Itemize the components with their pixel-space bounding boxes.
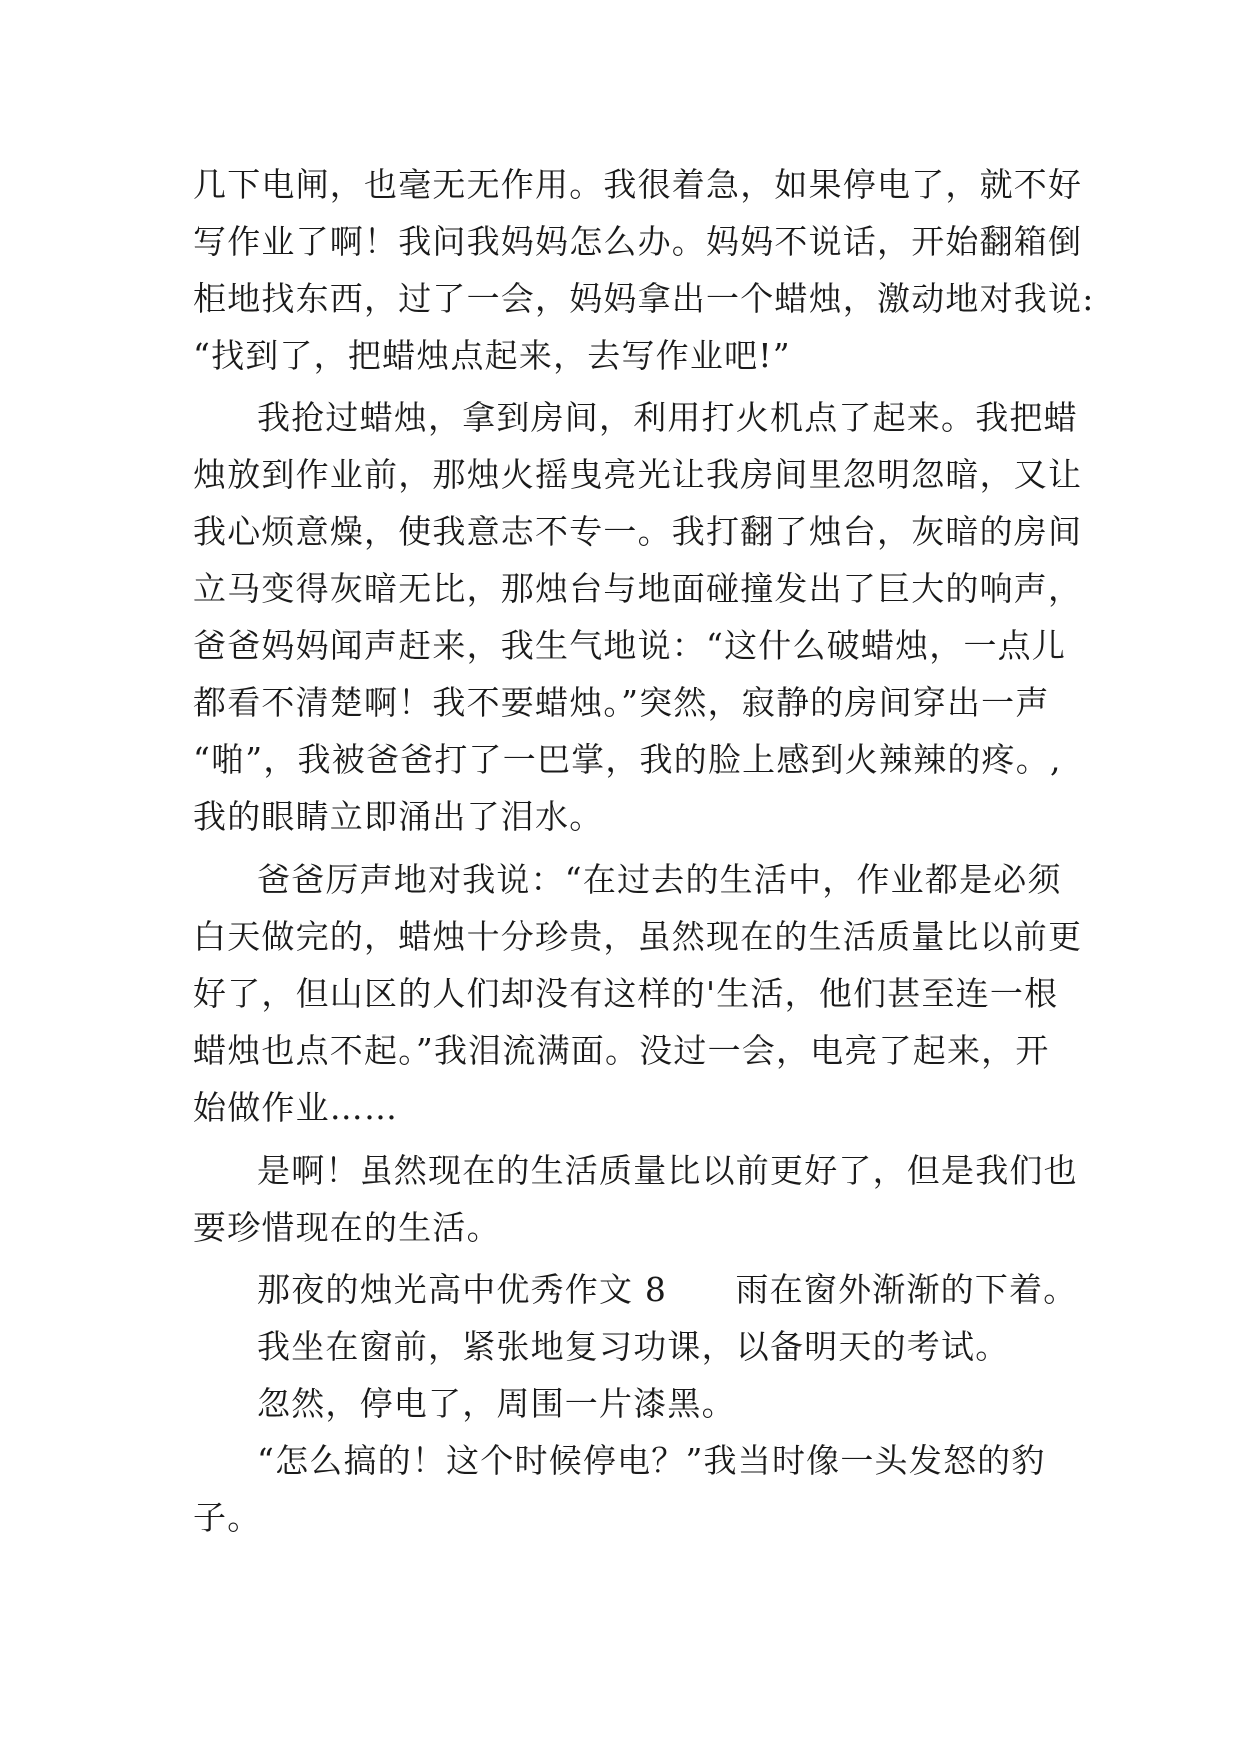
text-line: 爸爸厉声地对我说：“在过去的生活中，作业都是必须	[257, 860, 1062, 899]
text-line: 我坐在窗前，紧张地复习功课，以备明天的考试。	[257, 1327, 1010, 1366]
text-line: 蜡烛也点不起。”我泪流满面。没过一会，电亮了起来，开	[193, 1031, 1050, 1070]
text-line: 是啊！虽然现在的生活质量比以前更好了，但是我们也	[257, 1151, 1078, 1190]
text-line: 子。	[193, 1498, 262, 1537]
text-line: 都看不清楚啊！我不要蜡烛。”突然，寂静的房间穿出一声	[193, 683, 1050, 722]
text-line: 我的眼睛立即涌出了泪水。	[193, 797, 604, 836]
text-line: 始做作业……	[193, 1088, 399, 1127]
text-line: 我心烦意燥，使我意志不专一。我打翻了烛台，灰暗的房间	[193, 512, 1083, 551]
text-line: “啪”，我被爸爸打了一巴掌，我的脸上感到火辣辣的疼。,	[193, 740, 1062, 779]
text-line: 要珍惜现在的生活。	[193, 1208, 501, 1247]
text-line: 忽然，停电了，周围一片漆黑。	[257, 1384, 736, 1423]
text-line: 立马变得灰暗无比，那烛台与地面碰撞发出了巨大的响声，	[193, 569, 1083, 608]
text-line: 烛放到作业前，那烛火摇曳亮光让我房间里忽明忽暗，又让	[193, 455, 1083, 494]
section-heading: 那夜的烛光高中优秀作文 8 雨在窗外渐渐的下着。	[257, 1270, 1078, 1309]
text-line: 几下电闸，也毫无无作用。我很着急，如果停电了，就不好	[193, 165, 1083, 204]
text-line: 好了，但山区的人们却没有这样的'生活，他们甚至连一根	[193, 974, 1059, 1013]
text-line: 白天做完的，蜡烛十分珍贵，虽然现在的生活质量比以前更	[193, 917, 1083, 956]
text-line: “找到了，把蜡烛点起来，去写作业吧!”	[193, 336, 791, 375]
text-line: 爸爸妈妈闻声赶来，我生气地说：“这什么破蜡烛，一点儿	[193, 626, 1067, 665]
text-line: “怎么搞的！这个时候停电？”我当时像一头发怒的豹	[257, 1441, 1046, 1480]
text-line: 我抢过蜡烛，拿到房间，利用打火机点了起来。我把蜡	[257, 398, 1078, 437]
text-line: 柜地找东西，过了一会，妈妈拿出一个蜡烛，激动地对我说:	[193, 279, 1095, 318]
text-line: 写作业了啊！我问我妈妈怎么办。妈妈不说话，开始翻箱倒	[193, 222, 1083, 261]
